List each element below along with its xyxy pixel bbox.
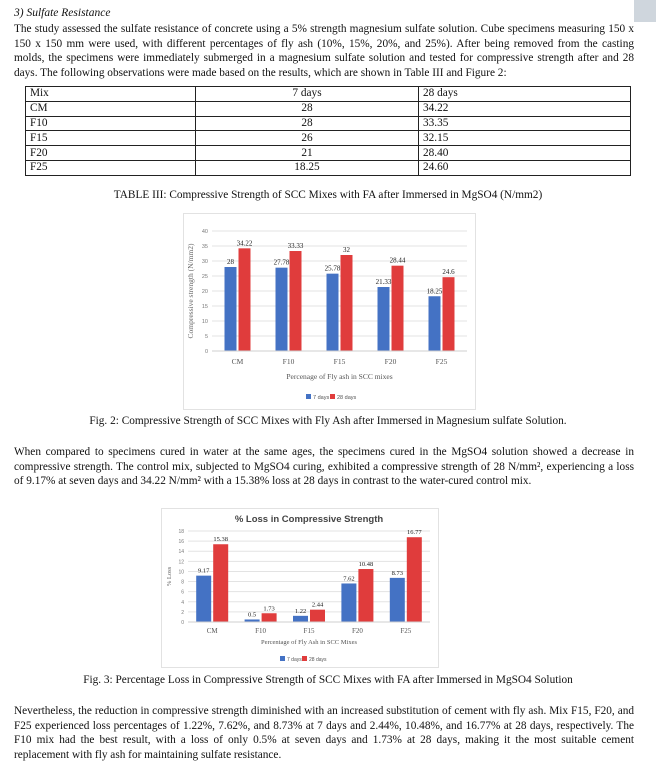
bar-7days — [378, 287, 390, 351]
y-tick-label: 20 — [201, 289, 208, 295]
bar-7days — [293, 616, 308, 622]
y-tick-label: 16 — [178, 539, 184, 546]
table-cell: F10 — [26, 116, 196, 131]
data-label: 32 — [343, 246, 350, 254]
x-axis-label: Percenage of Fly ash in SCC mixes — [286, 372, 393, 381]
x-category-label: F20 — [351, 627, 363, 635]
y-tick-label: 0 — [204, 349, 208, 355]
y-axis-label: % Loss — [166, 566, 173, 587]
figure-compressive-strength — [183, 213, 476, 410]
table-row — [26, 146, 631, 161]
table-header-row — [26, 87, 631, 102]
table-row — [26, 131, 631, 146]
y-axis-label: Compressive strength (N/mm2) — [186, 243, 195, 339]
table-cell: 32.15 — [419, 131, 631, 146]
data-label: 2.44 — [311, 601, 324, 609]
table-cell: 21 — [196, 146, 419, 161]
y-tick-label: 4 — [181, 599, 184, 606]
legend-label: 28 days — [337, 395, 357, 401]
table-cell: F25 — [26, 160, 196, 175]
legend-label: 7 days — [287, 657, 302, 663]
data-label: 28.44 — [389, 256, 406, 265]
table-row — [26, 116, 631, 131]
y-tick-label: 6 — [181, 589, 184, 596]
table-cell: 28.40 — [419, 146, 631, 161]
table-cell: 34.22 — [419, 101, 631, 116]
data-label: 15.38 — [213, 536, 229, 544]
y-tick-label: 10 — [201, 319, 208, 325]
x-category-label: F10 — [282, 357, 295, 366]
data-label: 33.33 — [287, 242, 304, 251]
legend-label: 28 days — [309, 657, 327, 663]
table-row — [26, 101, 631, 116]
y-tick-label: 8 — [181, 579, 184, 586]
y-tick-label: 2 — [181, 609, 184, 616]
table-cell: 26 — [196, 131, 419, 146]
data-label: 0.5 — [248, 611, 257, 619]
x-category-label: F15 — [333, 357, 346, 366]
legend-swatch — [280, 656, 285, 661]
corner-decoration — [634, 0, 656, 22]
table-header-cell: 7 days — [196, 87, 419, 102]
y-tick-label: 5 — [204, 334, 208, 340]
data-label: 28 — [227, 258, 234, 266]
table-row — [26, 160, 631, 175]
data-label: 10.48 — [358, 561, 374, 569]
table-cell: CM — [26, 101, 196, 116]
y-tick-label: 30 — [201, 259, 208, 265]
bar-7days — [276, 268, 288, 351]
paragraph-discussion: When compared to specimens cured in water at the same ages, the specimens cured in the MgSO4 solution showed a decrease in compressive strength. The control mix, subjected to MgSO4 curing, exhibited a compressive strength of 28 N/mm², experiencing a loss of 9.17% at seven days and 34.22 N/mm² with a 15.38% loss at 28 days in contrast to the water-cured control mix. — [14, 446, 634, 488]
table-cell: 28 — [196, 116, 419, 131]
data-label: 1.22 — [294, 607, 307, 615]
bar-28days — [358, 569, 373, 622]
paragraph-intro: The study assessed the sulfate resistance of concrete using a 5% strength magnesium sulfate solution. Cube specimens measuring 150 x 150 x 150 mm were used, with different percentages of fly ash (10%, 15%, 20%, and 25%). After being removed from the casting molds, the specimens were immediately submerged in a magnesium sulfate solution and tested for compressive strength after and 28 days. The following observations were made based on the results, which are shown in Table III and Figure 2: — [14, 23, 634, 79]
data-label: 25.78 — [324, 264, 341, 273]
bar-28days — [262, 613, 277, 622]
data-label: 34.22 — [236, 239, 253, 248]
bar-28days — [213, 544, 228, 622]
table-cell: F15 — [26, 131, 196, 146]
strength-bar-chart — [184, 214, 477, 411]
table-cell: 33.35 — [419, 116, 631, 131]
x-category-label: F15 — [303, 627, 315, 635]
bar-7days — [390, 578, 405, 622]
bar-7days — [327, 274, 339, 351]
legend-swatch — [306, 394, 311, 399]
paragraph-conclusion: Nevertheless, the reduction in compressive strength diminished with an increased substitution of cement with fly ash. Mix F15, F20, and F25 experienced loss percentages of 1.22%, 7.62%, and 8.73% at 7 days and 2.44%, 10.48%, and 16.77% at 28 days, respectively. The F10 mix had the best result, with a loss of only 0.5% at seven days and 1.73% at 28 days, making it the most suitable cement replacement with fly ash for maintaining sulfate resistance. — [14, 705, 634, 761]
x-category-label: F20 — [384, 357, 397, 366]
y-tick-label: 10 — [178, 569, 184, 576]
table-cell: 24.60 — [419, 160, 631, 175]
y-tick-label: 40 — [201, 229, 208, 235]
y-tick-label: 0 — [181, 620, 184, 626]
legend-swatch — [302, 656, 307, 661]
loss-bar-chart — [162, 509, 440, 669]
x-category-label: F25 — [400, 627, 412, 635]
data-label: 9.17 — [198, 567, 210, 575]
bar-28days — [239, 248, 251, 351]
legend-swatch — [330, 394, 335, 399]
figure3-caption: Fig. 3: Percentage Loss in Compressive Strength of SCC Mixes with FA after Immersed in MgSO4 Solution — [83, 674, 573, 686]
bar-7days — [429, 296, 441, 351]
x-axis-label: Percentage of Fly Ash in SCC Mixes — [260, 639, 358, 646]
data-label: 8.73 — [391, 569, 403, 577]
bar-28days — [443, 277, 455, 351]
x-category-label: CM — [206, 627, 218, 635]
table-cell: F20 — [26, 146, 196, 161]
data-label: 24.6 — [442, 268, 455, 277]
data-label: 21.33 — [375, 278, 392, 287]
y-tick-label: 15 — [201, 304, 208, 310]
table-header-cell: Mix — [26, 87, 196, 102]
x-category-label: CM — [231, 357, 244, 366]
y-tick-label: 12 — [178, 559, 184, 566]
legend-label: 7 days — [313, 395, 330, 401]
y-tick-label: 25 — [201, 274, 208, 280]
x-category-label: F10 — [255, 627, 267, 635]
y-tick-label: 35 — [201, 244, 208, 250]
bar-28days — [407, 537, 422, 622]
bar-7days — [341, 583, 356, 622]
data-label: 18.25 — [426, 287, 443, 296]
bar-28days — [392, 266, 404, 351]
table-cell: 18.25 — [196, 160, 419, 175]
data-label: 27.78 — [273, 258, 290, 267]
x-category-label: F25 — [435, 357, 448, 366]
bar-28days — [310, 610, 325, 622]
results-table — [25, 86, 631, 176]
data-label: 7.62 — [343, 575, 355, 583]
data-label: 16.77 — [406, 529, 422, 537]
section-heading: 3) Sulfate Resistance — [14, 7, 111, 19]
table-caption: TABLE III: Compressive Strength of SCC Mixes with FA after Immersed in MgSO4 (N/mm2) — [113, 189, 543, 201]
bar-7days — [196, 576, 211, 622]
bar-7days — [225, 267, 237, 351]
data-label: 1.73 — [263, 605, 275, 613]
y-tick-label: 18 — [178, 529, 184, 535]
y-tick-label: 14 — [178, 549, 184, 556]
figure-percentage-loss — [161, 508, 439, 668]
bar-28days — [290, 251, 302, 351]
chart-title: % Loss in Compressive Strength — [234, 514, 384, 525]
bar-28days — [341, 255, 353, 351]
table-cell: 28 — [196, 101, 419, 116]
table-header-cell: 28 days — [419, 87, 631, 102]
figure2-caption: Fig. 2: Compressive Strength of SCC Mixes with Fly Ash after Immersed in Magnesium sulfate Solution. — [89, 415, 567, 427]
